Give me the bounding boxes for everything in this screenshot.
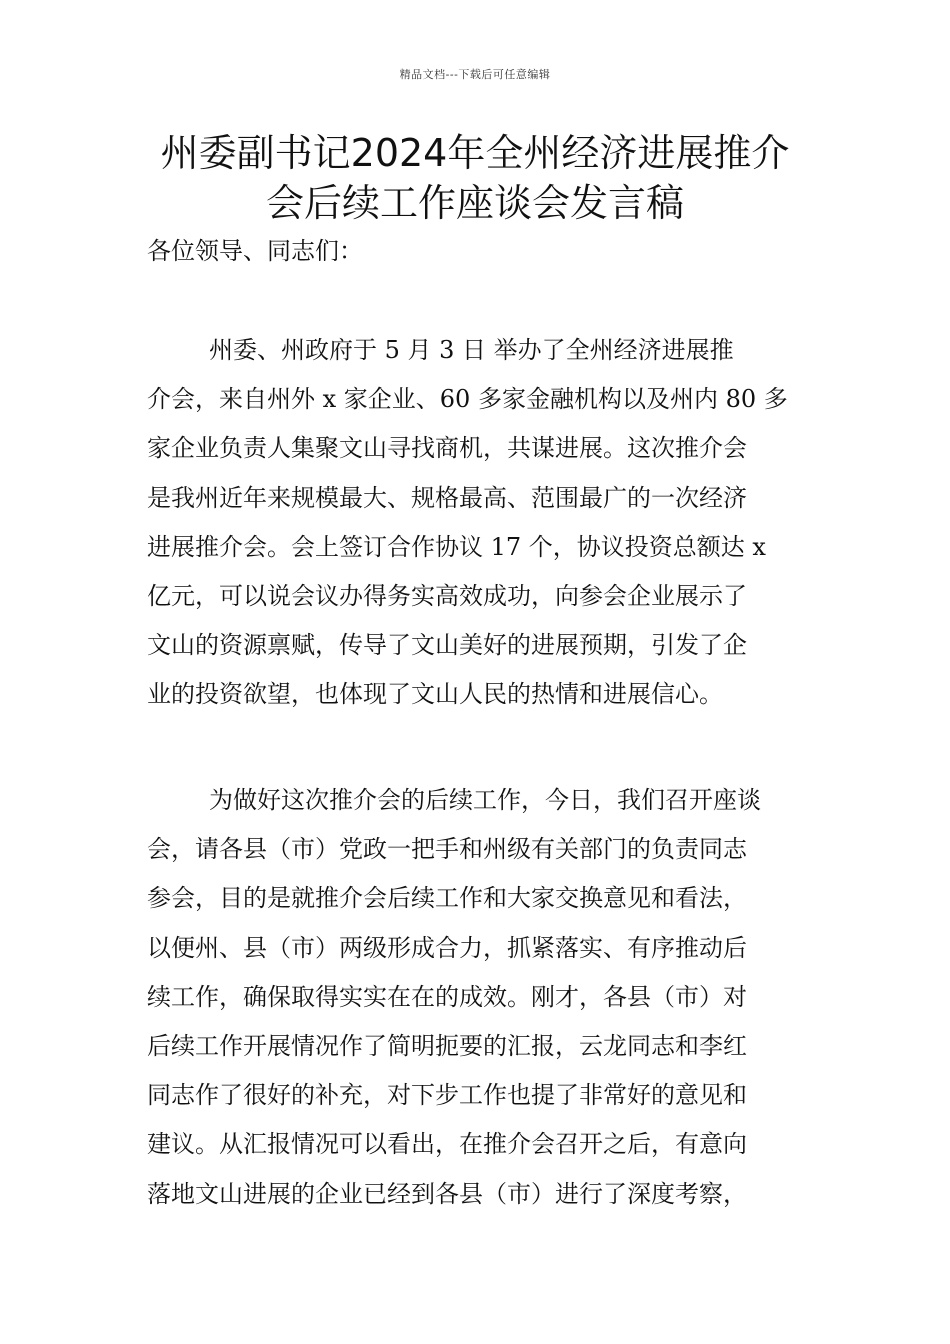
paragraph-line: 续工作，确保取得实实在在的成效。刚才，各县（市）对 xyxy=(147,982,747,1011)
paragraph-line: 是我州近年来规模最大、规格最高、范围最广的一次经济 xyxy=(147,483,747,512)
paragraph-line: 会，请各县（市）党政一把手和州级有关部门的负责同志 xyxy=(147,835,747,864)
paragraph-2 xyxy=(147,776,807,1219)
header-note: 精品文档---下载后可任意编辑 xyxy=(399,68,551,81)
paragraph-line: 介会，来自州外 x 家企业、60 多家金融机构以及州内 80 多 xyxy=(147,385,788,414)
paragraph-line: 同志作了很好的补充，对下步工作也提了非常好的意见和 xyxy=(147,1081,747,1110)
paragraph-line: 州委、州政府于 5 月 3 日 举办了全州经济进展推 xyxy=(209,336,734,364)
paragraph-line: 建议。从汇报情况可以看出，在推介会召开之后，有意向 xyxy=(147,1130,747,1159)
paragraph-line: 后续工作开展情况作了简明扼要的汇报，云龙同志和李红 xyxy=(147,1032,747,1061)
paragraph-1 xyxy=(147,326,807,720)
paragraph-line: 以便州、县（市）两级形成合力，抓紧落实、有序推动后 xyxy=(147,933,747,962)
title-line: 州委副书记2024年全州经济进展推介 xyxy=(160,131,790,175)
paragraph-line: 业的投资欲望，也体现了文山人民的热情和进展信心。 xyxy=(147,680,723,709)
document-title xyxy=(120,128,830,228)
title-line: 会后续工作座谈会发言稿 xyxy=(265,181,684,225)
paragraph-line: 为做好这次推介会的后续工作，今日，我们召开座谈 xyxy=(209,786,761,814)
paragraph-line: 家企业负责人集聚文山寻找商机，共谋进展。这次推介会 xyxy=(147,434,747,463)
paragraph-line: 亿元，可以说会议办得务实高效成功，向参会企业展示了 xyxy=(147,582,747,611)
paragraph-line: 落地文山进展的企业已经到各县（市）进行了深度考察， xyxy=(147,1179,747,1208)
paragraph-line: 文山的资源禀赋，传导了文山美好的进展预期，引发了企 xyxy=(147,631,747,660)
paragraph-line: 参会，目的是就推介会后续工作和大家交换意见和看法， xyxy=(147,884,747,913)
salutation: 各位领导、同志们： xyxy=(147,237,363,265)
paragraph-line: 进展推介会。会上签订合作协议 17 个，协议投资总额达 x xyxy=(147,532,766,561)
